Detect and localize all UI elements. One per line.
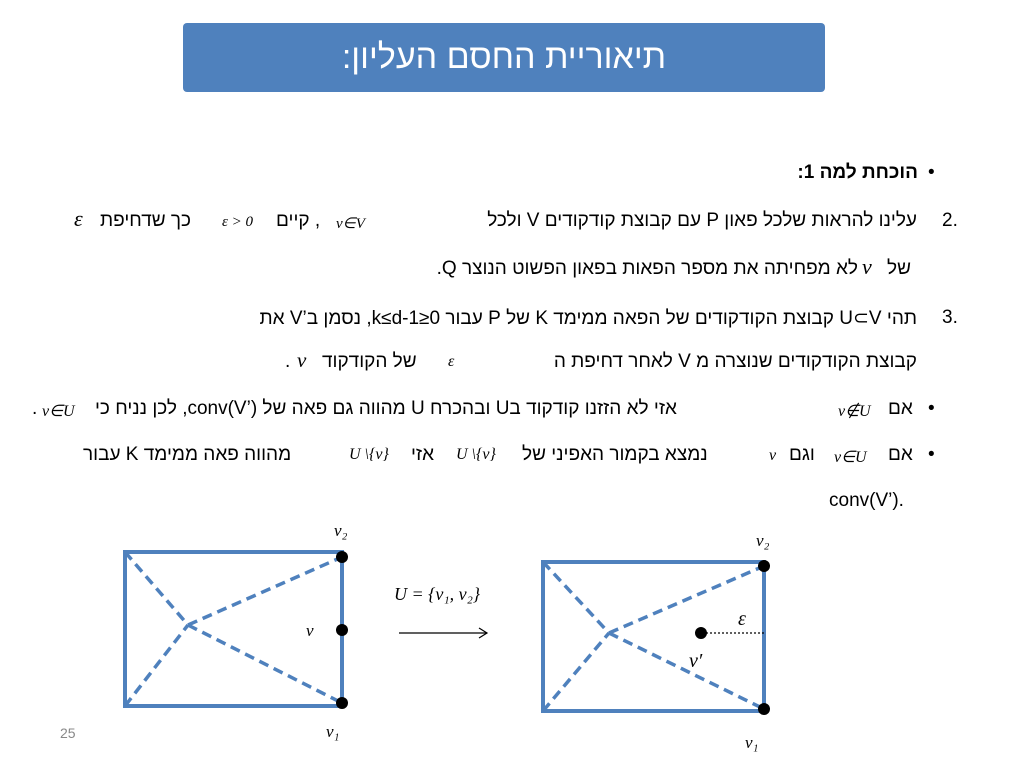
arrow [399,628,487,638]
line-7-text-c: נמצא בקמור האפיני של [522,444,708,465]
left-vertex-v2 [336,551,348,563]
bullet: • [928,162,935,183]
line-8-text: conv(V’). [829,490,904,511]
left-label-v1: v₁ [326,722,340,741]
right-rect [543,562,764,711]
item-number-2: 2. [942,210,958,231]
lemma-heading: הוכחת למה 1: [797,162,918,183]
math-epsilon-2: ε [448,353,455,370]
set-label: U = {v₁, v₂} [394,584,481,604]
right-label-eps: ε [738,608,746,630]
math-v-in-U: v∈U [42,403,75,420]
math-epsilon: ε [74,206,83,231]
left-vertex-v [336,624,348,636]
line-4-text: תהי U⊂V קבוצת הקודקודים של הפאה ממימד K של P עבור 0≤k≤d-1, נסמן ב’V את [259,308,917,329]
item-number-3: 3. [942,307,958,328]
right-diagonals [543,562,764,711]
math-U-minus-v-2: U \{v} [349,446,389,463]
math-v-3: v [769,447,777,464]
right-label-v2: v₂ [756,531,770,550]
line-6-text-c: . [32,398,38,419]
line-6-text-a: אם [888,398,913,419]
line-7-text-b: וגם [789,444,815,465]
math-v: v [862,254,872,279]
math-U-minus-v: U \{v} [456,446,496,463]
left-vertex-v1 [336,697,348,709]
line-5-text-a: קבוצת הקודקודים שנוצרה מ V לאחר דחיפת ה [553,351,917,372]
bullet-3: • [928,444,935,465]
page-number: 25 [60,725,76,741]
math-v-in-V: v∈V [336,216,365,232]
left-label-v2: v₂ [334,521,348,540]
right-polytope [543,562,764,711]
slide-title-text: תיאוריית החסם העליון: [341,38,667,76]
line-2-text-a: עלינו להראות שלכל פאון P עם קבוצת קודקודים V ולכל [487,210,917,231]
left-label-v: v [306,621,314,640]
line-6-text-b: אזי לא הזזנו קודקוד בU ובהכרח U מהווה גם פאה של conv(V’), לכן נניח כי [95,398,677,419]
line-7-text-d: אזי [411,444,435,465]
bullet-2: • [928,398,935,419]
line-5-text-c: . [285,351,291,372]
right-vertex-vprime [695,627,707,639]
right-vertex-v2 [758,560,770,572]
math-v-2: v [297,348,307,372]
line-2-text-c: כך שדחיפת [100,210,192,231]
line-7-text-e: מהווה פאה ממימד K עבור [83,444,292,465]
line-7-text-a: אם [888,444,913,465]
line-5-text-b: של הקודקוד [322,351,417,372]
math-v-in-U-2: v∈U [834,449,867,466]
line-3-text-b: לא מפחיתה את מספר הפאות בפאון הפשוט הנוצר Q. [436,258,858,279]
right-vertex-v1 [758,703,770,715]
line-2-text-b: , קיים [276,210,321,231]
line-3-text-a: של [887,258,911,279]
right-label-v1: v₁ [745,733,759,752]
math-eps-gt-0: ε > 0 [222,214,254,230]
right-label-vprime: v′ [689,650,703,672]
math-v-notin-U: v∉U [838,403,871,420]
